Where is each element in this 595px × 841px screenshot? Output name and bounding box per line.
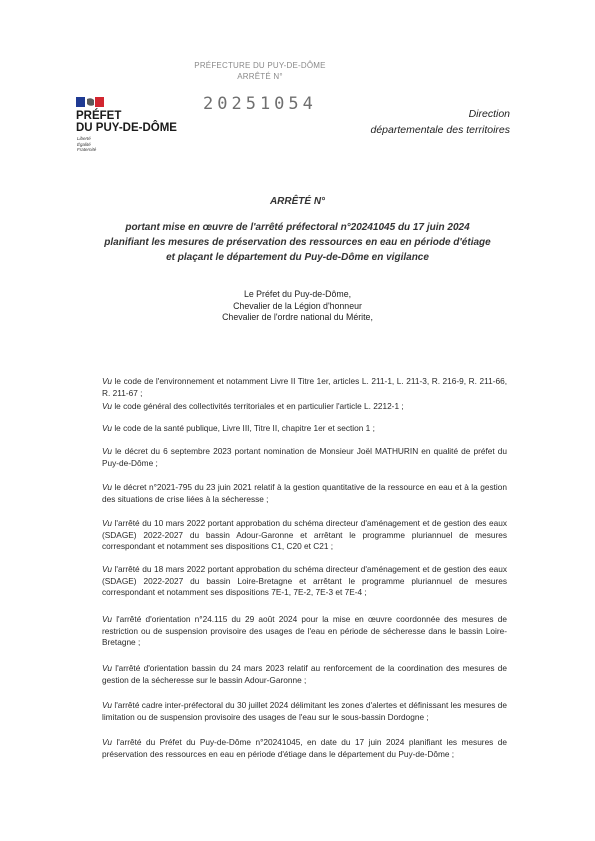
motto-line: Liberté [77, 136, 91, 141]
arrete-number: 20251054 [203, 94, 317, 114]
motto-line: Fraternité [77, 147, 97, 152]
vu-paragraph [102, 564, 507, 599]
signatory-block [70, 289, 525, 324]
vu-lead: Vu [102, 423, 112, 433]
vu-text: le code de l'environnement et notamment Livre II Titre 1er, articles L. 211-1, L. 211-3, R. 216-9, R. 211-66, R. 211-67 ; [102, 376, 508, 398]
vu-paragraph [102, 737, 507, 760]
direction-line: départementale des territoires [370, 124, 510, 136]
vu-paragraph [102, 423, 507, 435]
vu-text: le code de la santé publique, Livre III, Titre II, chapitre 1er et section 1 ; [114, 423, 375, 433]
vu-lead: Vu [102, 614, 112, 624]
signatory-line: Le Préfet du Puy-de-Dôme, [243, 289, 352, 299]
vu-text: le décret n°2021-795 du 23 juin 2021 relatif à la gestion quantitative de la ressource en eau et à la gestion des situations de crise liées à la sécheresse ; [102, 482, 507, 504]
vu-lead: Vu [102, 401, 112, 411]
reception-stamp [190, 60, 330, 82]
vu-paragraph [102, 401, 507, 413]
vu-text: l'arrêté du Préfet du Puy-de-Dôme n°20241045, en date du 17 juin 2024 planifiant les mesures de préservation des ressources en eau en période d'étiage dans le département du Puy-de-Dôme ; [102, 737, 507, 759]
vu-paragraph [102, 700, 507, 723]
marianne-logo [76, 97, 104, 107]
signatory-line: Chevalier de l'ordre national du Mérite, [222, 312, 373, 322]
vu-lead: Vu [102, 564, 112, 574]
vu-text: l'arrêté du 10 mars 2022 portant approbation du schéma directeur d'aménagement et de gestion des eaux (SDAGE) 2022-2027 du bassin Adour-Garonne et arrêtant le programme pluriannuel de mesures correspondant et notamment ses dispositions C1, C20 et C21 ; [102, 518, 507, 551]
vu-lead: Vu [102, 482, 112, 492]
document-title: ARRÊTÉ N° [269, 196, 326, 207]
vu-lead: Vu [102, 737, 112, 747]
vu-paragraph [102, 663, 507, 686]
vu-paragraph [102, 446, 507, 469]
stamp-prefecture-line: PRÉFECTURE DU PUY-DE-DÔME [194, 61, 326, 70]
republic-motto [77, 136, 96, 153]
stamp-arrete-line: ARRÊTÉ N° [237, 72, 283, 81]
prefect-line: DU PUY-DE-DÔME [76, 122, 177, 134]
direction-header [371, 106, 511, 138]
subtitle-line: planifiant les mesures de préservation des ressources en eau en période d'étiage [104, 237, 491, 248]
vu-lead: Vu [102, 700, 112, 710]
vu-lead: Vu [102, 518, 112, 528]
vu-lead: Vu [102, 376, 112, 386]
vu-paragraph [102, 482, 507, 505]
signatory-line: Chevalier de la Légion d'honneur [233, 300, 362, 311]
vu-paragraph [102, 518, 507, 553]
vu-lead: Vu [102, 446, 112, 456]
motto-line: Égalité [77, 141, 91, 147]
vu-text: le code général des collectivités territoriales et en particulier l'article L. 2212-1 ; [114, 401, 404, 411]
vu-text: le décret du 6 septembre 2023 portant nomination de Monsieur Joël MATHURIN en qualité de préfet du Puy-de-Dôme ; [102, 446, 507, 468]
subtitle-line: et plaçant le département du Puy-de-Dôme en vigilance [166, 252, 429, 263]
vu-text: l'arrêté cadre inter-préfectoral du 30 juillet 2024 délimitant les zones d'alertes et définissant les mesures de limitation ou de suspension provisoire des usages de l'eau sur le sous-bassin Dordogne ; [102, 700, 507, 722]
direction-line: Direction [468, 108, 510, 120]
prefect-block [76, 110, 177, 134]
vu-paragraph [102, 376, 507, 399]
subtitle-line: portant mise en œuvre de l'arrêté préfectoral n°20241045 du 17 juin 2024 [125, 222, 470, 233]
document-subtitle [70, 220, 525, 265]
prefect-line: PRÉFET [76, 110, 122, 122]
vu-text: l'arrêté d'orientation bassin du 24 mars 2023 relatif au renforcement de la coordination des mesures de gestion de la sécheresse sur le bassin Adour-Garonne ; [102, 663, 507, 685]
vu-text: l'arrêté d'orientation n°24.115 du 29 août 2024 pour la mise en œuvre coordonnée des mesures de restriction ou de suspension provisoire des usages de l'eau en période de sécheresse dans le bassin Loire-Bretagne ; [102, 614, 507, 647]
vu-lead: Vu [102, 663, 112, 673]
vu-text: l'arrêté du 18 mars 2022 portant approbation du schéma directeur d'aménagement et de gestion des eaux (SDAGE) 2022-2027 du bassin Loire-Bretagne et arrêtant le programme pluriannuel de mesures correspondant et notamment ses dispositions 7E-1, 7E-2, 7E-3 et 7E-4 ; [102, 564, 507, 597]
vu-paragraph [102, 614, 507, 649]
